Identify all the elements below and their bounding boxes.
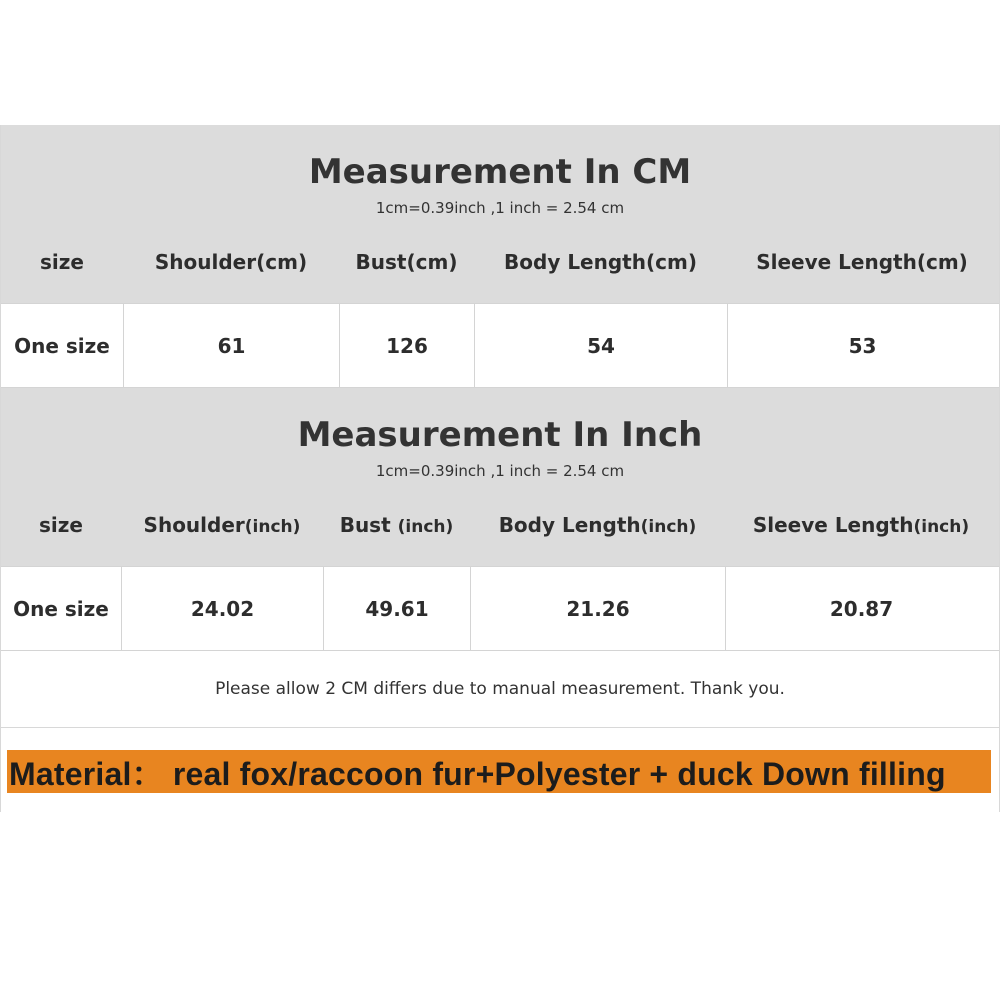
column-header-shoulder: Shoulder(inch) [143,513,301,537]
column-header-body-length: Body Length(cm) [504,250,697,274]
cm-header-row [1,221,999,303]
cell-sleeve-length: 53 [848,333,877,358]
column-header-size: size [40,250,84,274]
cell-sleeve-length: 20.87 [829,596,894,621]
cell-shoulder: 61 [124,304,340,387]
cell-body-length: 54 [475,304,728,387]
cm-section-header [1,125,999,303]
size-chart [0,125,1000,812]
inch-section-header [1,388,999,566]
column-header-bust: Bust(cm) [355,250,458,274]
column-header-shoulder: Shoulder(cm) [154,250,308,274]
inch-table-row [1,566,999,651]
column-header-body-length: Body Length(inch) [498,513,697,537]
cm-table-row [1,303,999,388]
cm-section-title: Measurement In CM [308,152,692,192]
cell-size: One size [1,304,124,387]
inch-section-title: Measurement In Inch [297,415,703,455]
column-header-bust: Bust (inch) [339,513,454,537]
column-header-size: size [39,513,83,537]
cell-shoulder: 24.02 [122,567,324,650]
cm-section-conversion-note: 1cm=0.39inch ,1 inch = 2.54 cm [375,199,625,217]
column-header-sleeve-length: Sleeve Length(cm) [756,250,968,274]
cell-bust: 126 [340,304,475,387]
measurement-disclaimer: Please allow 2 CM differs due to manual measurement. Thank you. [1,651,999,728]
column-header-sleeve-length: Sleeve Length(inch) [752,513,970,537]
inch-section-conversion-note: 1cm=0.39inch ,1 inch = 2.54 cm [375,462,625,480]
material-section [1,728,999,812]
inch-header-row [1,484,999,566]
cell-body-length: 21.26 [471,567,726,650]
material-banner: Material： real fox/raccoon fur+Polyester + duck Down filling [7,750,991,793]
cell-size: One size [1,567,122,650]
cell-bust: 49.61 [324,567,471,650]
